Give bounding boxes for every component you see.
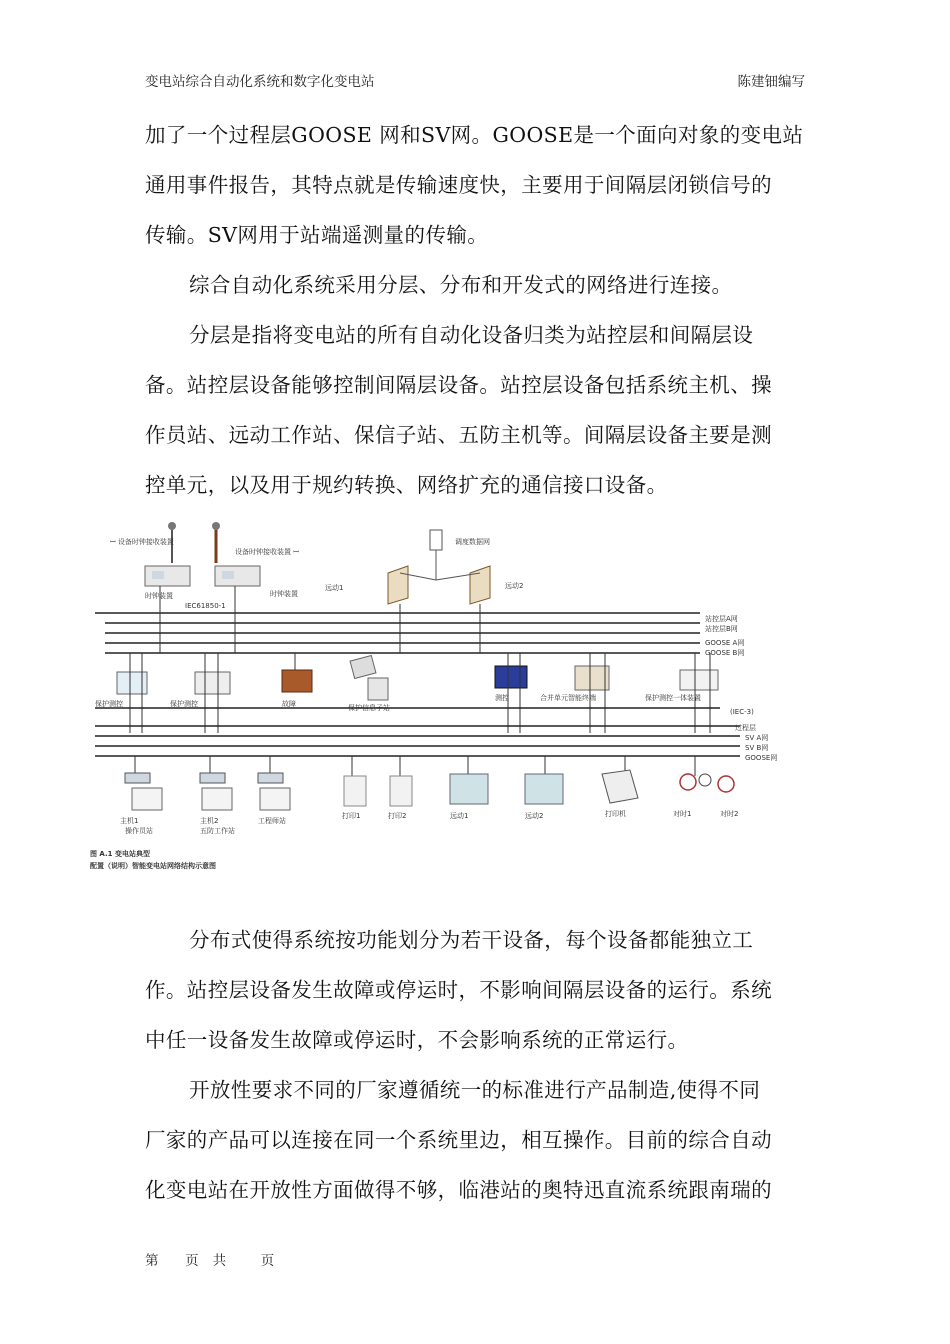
paragraph-line: 厂家的产品可以连接在同一个系统里边，相互操作。目前的综合自动: [145, 1128, 772, 1152]
paragraph-layered: [145, 310, 810, 510]
svg-text:测控: 测控: [495, 694, 509, 702]
bay-device-icon: [117, 655, 718, 700]
svg-text:SV B网: SV B网: [745, 744, 769, 752]
svg-text:工程师站: 工程师站: [258, 817, 286, 825]
paragraph-line: 作。站控层设备发生故障或停运时，不影响间隔层设备的运行。系统: [145, 978, 772, 1002]
paragraph-line: 传输。SV网用于站端遥测量的传输。: [145, 223, 489, 247]
svg-text:GOOSE B网: GOOSE B网: [705, 649, 745, 657]
svg-text:打印1: 打印1: [342, 812, 361, 820]
station-bus-lines: [95, 613, 700, 653]
gps-antenna-icon: [168, 522, 220, 563]
svg-text:GOOSE网: GOOSE网: [745, 754, 778, 762]
footer-page-label: 第: [145, 1253, 159, 1269]
svg-text:站控层A网: 站控层A网: [705, 615, 738, 623]
paragraph-distributed: [145, 915, 810, 1065]
svg-text:ꟷ 设备时钟接收装置: ꟷ 设备时钟接收装置: [110, 538, 174, 546]
page-header: [145, 70, 805, 92]
paragraph-line: 中任一设备发生故障或停运时，不会影响系统的正常运行。: [145, 1028, 689, 1052]
paragraph-line: 控单元，以及用于规约转换、网络扩充的通信接口设备。: [145, 473, 668, 497]
svg-text:设备时钟接收装置 ꟷ: 设备时钟接收装置 ꟷ: [235, 548, 299, 556]
paragraph-line: 化变电站在开放性方面做得不够，临港站的奥特迅直流系统跟南瑞的: [145, 1178, 772, 1202]
svg-text:远动1: 远动1: [325, 584, 344, 592]
paragraph-line: 加了一个过程层GOOSE 网和SV网。GOOSE是一个面向对象的变电站: [145, 123, 804, 147]
svg-text:主机2: 主机2: [200, 817, 219, 825]
paragraph-line: 开放性要求不同的厂家遵循统一的标准进行产品制造,使得不同: [189, 1078, 761, 1102]
svg-text:过程层: 过程层: [735, 724, 756, 732]
process-bus-lines: [95, 708, 740, 756]
page-footer: [145, 1249, 274, 1269]
paragraph-line: 综合自动化系统采用分层、分布和开发式的网络进行连接。: [189, 273, 733, 297]
svg-text:远动2: 远动2: [505, 582, 524, 590]
dispatch-center-icon: [430, 530, 442, 580]
svg-text:时钟装置: 时钟装置: [145, 592, 173, 600]
svg-text:时钟装置: 时钟装置: [270, 590, 298, 598]
svg-text:保护信息子站: 保护信息子站: [348, 704, 390, 712]
svg-text:(IEC-3): (IEC-3): [730, 708, 754, 716]
paragraph-line: 作员站、远动工作站、保信子站、五防主机等。间隔层设备主要是测: [145, 423, 772, 447]
svg-text:打印机: 打印机: [605, 810, 626, 818]
header-author: 陈建钿编写: [737, 74, 805, 90]
svg-text:保护测控: 保护测控: [95, 700, 123, 708]
svg-text:操作员站: 操作员站: [125, 827, 153, 835]
svg-text:站控层B网: 站控层B网: [705, 625, 738, 633]
network-architecture-figure: [90, 518, 780, 878]
svg-text:打印2: 打印2: [388, 812, 407, 820]
footer-page-mid: 页共: [185, 1253, 241, 1269]
header-title: 变电站综合自动化系统和数字化变电站: [145, 74, 375, 90]
svg-text:合并单元智能终端: 合并单元智能终端: [540, 694, 596, 702]
paragraph-line: 通用事件报告，其特点就是传输速度快，主要用于间隔层闭锁信号的: [145, 173, 772, 197]
svg-text:对时2: 对时2: [720, 810, 739, 818]
station-server-icon: [145, 566, 260, 586]
svg-text:保护测控: 保护测控: [170, 700, 198, 708]
paragraph-openness: [145, 1065, 810, 1215]
svg-text:对时1: 对时1: [673, 810, 692, 818]
svg-text:SV A网: SV A网: [745, 734, 769, 742]
paragraph-line: 分布式使得系统按功能划分为若干设备，每个设备都能独立工: [189, 928, 754, 952]
paragraph-line: 分层是指将变电站的所有自动化设备归类为站控层和间隔层设: [189, 323, 754, 347]
paragraph-goose-sv: [145, 110, 810, 260]
footer-page-end: 页: [260, 1253, 275, 1269]
paragraph-network: [145, 260, 810, 310]
svg-text:IEC61850-1: IEC61850-1: [185, 602, 226, 610]
svg-text:配置（说明）智能变电站网络结构示意图: 配置（说明）智能变电站网络结构示意图: [90, 862, 216, 870]
svg-text:主机1: 主机1: [120, 817, 139, 825]
svg-text:远动2: 远动2: [525, 812, 544, 820]
svg-text:故障: 故障: [282, 700, 296, 708]
svg-text:图 A.1 变电站典型: 图 A.1 变电站典型: [90, 850, 150, 858]
paragraph-line: 备。站控层设备能够控制间隔层设备。站控层设备包括系统主机、操: [145, 373, 772, 397]
svg-text:调度数据网: 调度数据网: [455, 538, 490, 546]
router-icon: [388, 566, 490, 604]
svg-text:五防工作站: 五防工作站: [200, 827, 235, 835]
svg-text:保护测控一体装置: 保护测控一体装置: [645, 694, 701, 702]
svg-text:远动1: 远动1: [450, 812, 469, 820]
svg-text:GOOSE A网: GOOSE A网: [705, 639, 745, 647]
process-device-icon: [125, 770, 734, 810]
